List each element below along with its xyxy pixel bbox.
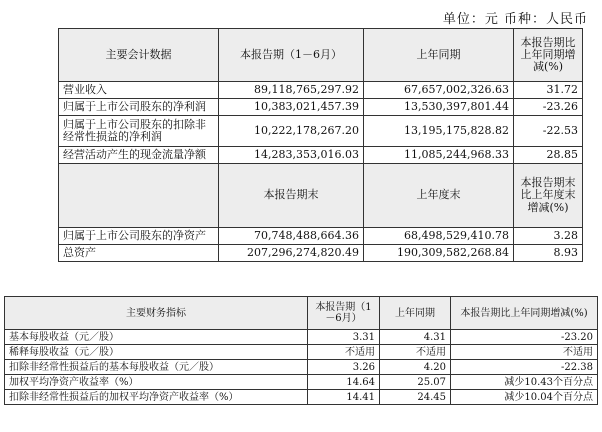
row-prior-value: 13,530,397,801.44: [364, 99, 514, 116]
row-change-value: 不适用: [451, 345, 598, 360]
table2-header-item: 主要财务指标: [5, 297, 308, 330]
main-financial-indicators-table: [4, 296, 598, 405]
row-label: 归属于上市公司股东的净资产: [59, 228, 219, 245]
row-label: 归属于上市公司股东的净利润: [59, 99, 219, 116]
row-change-value: -23.26: [514, 99, 583, 116]
table-row: [5, 390, 598, 405]
row-current-value: 14.64: [308, 375, 380, 390]
row-current-value: 207,296,274,820.49: [219, 245, 364, 262]
table-row: [59, 147, 583, 164]
row-current-value: 89,118,765,297.92: [219, 82, 364, 99]
row-prior-value: 11,085,244,968.33: [364, 147, 514, 164]
row-current-value: 14.41: [308, 390, 380, 405]
row-label: 总资产: [59, 245, 219, 262]
table1-header-period-end: 本报告期末: [219, 164, 364, 228]
row-prior-value: 190,309,582,268.84: [364, 245, 514, 262]
row-prior-value: 25.07: [380, 375, 451, 390]
row-change-value: 31.72: [514, 82, 583, 99]
row-current-value: 14,283,353,016.03: [219, 147, 364, 164]
row-change-value: 减少10.04个百分点: [451, 390, 598, 405]
row-current-value: 10,383,021,457.39: [219, 99, 364, 116]
table1-header-row: [59, 29, 583, 82]
table2-header-row: [5, 297, 598, 330]
row-change-value: -22.38: [451, 360, 598, 375]
table2-header-prior-period: 上年同期: [380, 297, 451, 330]
table2-header-current-period: 本报告期（1－6月）: [308, 297, 380, 330]
table1-subheader-row: [59, 164, 583, 228]
unit-currency-line: 单位：元 币种：人民币: [442, 12, 588, 27]
row-change-value: -22.53: [514, 116, 583, 147]
row-label: 经营活动产生的现金流量净额: [59, 147, 219, 164]
main-accounting-data-table: [58, 28, 583, 262]
row-prior-value: 24.45: [380, 390, 451, 405]
row-change-value: -23.20: [451, 330, 598, 345]
row-label: 加权平均净资产收益率（%）: [5, 375, 308, 390]
row-prior-value: 4.20: [380, 360, 451, 375]
table1-subheader-empty: [59, 164, 219, 228]
table-row: [59, 82, 583, 99]
table1-header-current-period: 本报告期（1－6月）: [219, 29, 364, 82]
row-label: 稀释每股收益（元／股）: [5, 345, 308, 360]
table1-header-prior-period: 上年同期: [364, 29, 514, 82]
row-prior-value: 不适用: [380, 345, 451, 360]
row-label: 扣除非经常性损益后的加权平均净资产收益率（%）: [5, 390, 308, 405]
table1-header-change-end: 本报告期末比上年度末增减(%): [514, 164, 583, 228]
table-row: [5, 345, 598, 360]
row-change-value: 8.93: [514, 245, 583, 262]
row-label: 归属于上市公司股东的扣除非经常性损益的净利润: [59, 116, 219, 147]
row-label: 扣除非经常性损益后的基本每股收益（元／股）: [5, 360, 308, 375]
row-change-value: 减少10.43个百分点: [451, 375, 598, 390]
row-prior-value: 13,195,175,828.82: [364, 116, 514, 147]
table-row: [5, 330, 598, 345]
table-row: [59, 116, 583, 147]
row-prior-value: 67,657,002,326.63: [364, 82, 514, 99]
table-row: [59, 99, 583, 116]
row-current-value: 70,748,488,664.36: [219, 228, 364, 245]
table1-header-change: 本报告期比上年同期增减(%): [514, 29, 583, 82]
row-label: 营业收入: [59, 82, 219, 99]
row-label: 基本每股收益（元／股）: [5, 330, 308, 345]
row-change-value: 3.28: [514, 228, 583, 245]
row-current-value: 3.26: [308, 360, 380, 375]
row-current-value: 10,222,178,267.20: [219, 116, 364, 147]
table-row: [59, 245, 583, 262]
table2-header-change: 本报告期比上年同期增减(%): [451, 297, 598, 330]
table1-header-prior-year-end: 上年度末: [364, 164, 514, 228]
row-change-value: 28.85: [514, 147, 583, 164]
table-row: [59, 228, 583, 245]
row-current-value: 不适用: [308, 345, 380, 360]
row-current-value: 3.31: [308, 330, 380, 345]
table-row: [5, 360, 598, 375]
row-prior-value: 4.31: [380, 330, 451, 345]
table1-header-item: 主要会计数据: [59, 29, 219, 82]
row-prior-value: 68,498,529,410.78: [364, 228, 514, 245]
table-row: [5, 375, 598, 390]
